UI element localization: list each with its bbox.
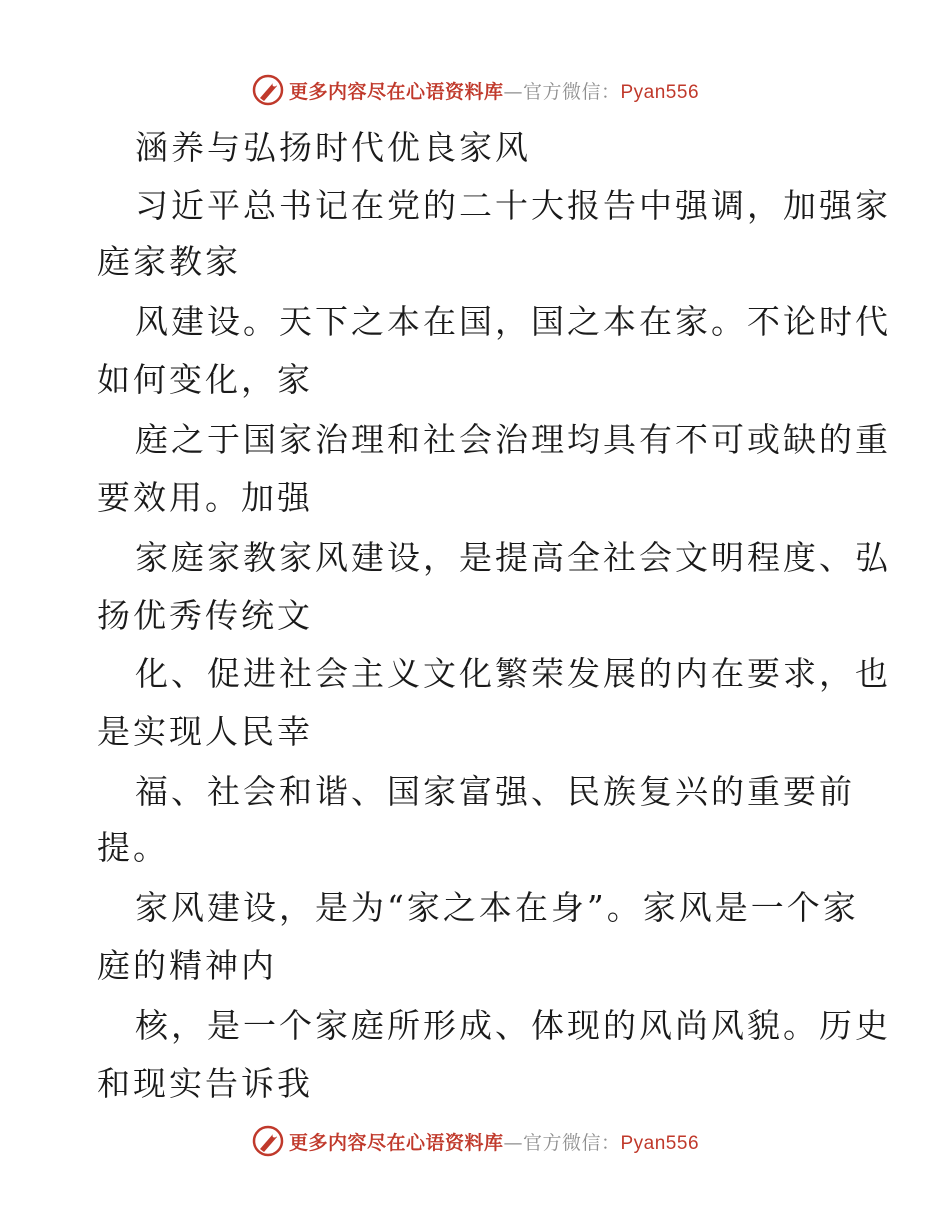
watermark-separator: — — [503, 80, 523, 103]
paragraph-line: 家风建设，是为“家之本在身”。家风是一个家 — [135, 888, 859, 927]
paragraph-line: 和现实告诉我 — [97, 1064, 313, 1103]
watermark-official-label: 官方微信： — [522, 80, 621, 103]
watermark-main-text: 更多内容尽在心语资料库 — [288, 1131, 504, 1154]
paragraph-line: 庭的精神内 — [97, 946, 277, 985]
paragraph-line: 庭之于国家治理和社会治理均具有不可或缺的重 — [135, 420, 891, 459]
paragraph-line: 风建设。天下之本在国，国之本在家。不论时代 — [135, 302, 891, 341]
paragraph-line: 家庭家教家风建设，是提高全社会文明程度、弘 — [135, 538, 891, 577]
paragraph-line: 如何变化，家 — [97, 360, 313, 399]
paragraph-line: 要效用。加强 — [97, 478, 313, 517]
footer-watermark — [0, 1121, 950, 1161]
watermark-separator: — — [503, 1131, 523, 1154]
watermark-text — [289, 1128, 699, 1155]
paragraph-line: 是实现人民幸 — [97, 712, 313, 751]
paragraph-line: 提。 — [97, 828, 169, 867]
watermark-official-label: 官方微信： — [522, 1131, 621, 1154]
watermark-wechat-id: Pyan556 — [620, 1132, 700, 1154]
paragraph-line: 福、社会和谐、国家富强、民族复兴的重要前 — [135, 772, 855, 811]
paragraph-line: 化、促进社会主义文化繁荣发展的内在要求，也 — [135, 654, 891, 693]
watermark-wechat-id: Pyan556 — [620, 81, 700, 103]
paragraph-line: 庭家教家 — [97, 242, 241, 281]
watermark-text — [289, 77, 699, 104]
paragraph-line: 扬优秀传统文 — [97, 596, 313, 635]
pen-nib-icon — [251, 73, 285, 107]
watermark-main-text: 更多内容尽在心语资料库 — [288, 80, 504, 103]
paragraph-line: 核，是一个家庭所形成、体现的风尚风貌。历史 — [135, 1006, 891, 1045]
document-title: 涵养与弘扬时代优良家风 — [135, 128, 531, 167]
pen-nib-icon — [251, 1124, 285, 1158]
paragraph-line: 习近平总书记在党的二十大报告中强调，加强家 — [135, 186, 891, 225]
header-watermark — [0, 70, 950, 110]
